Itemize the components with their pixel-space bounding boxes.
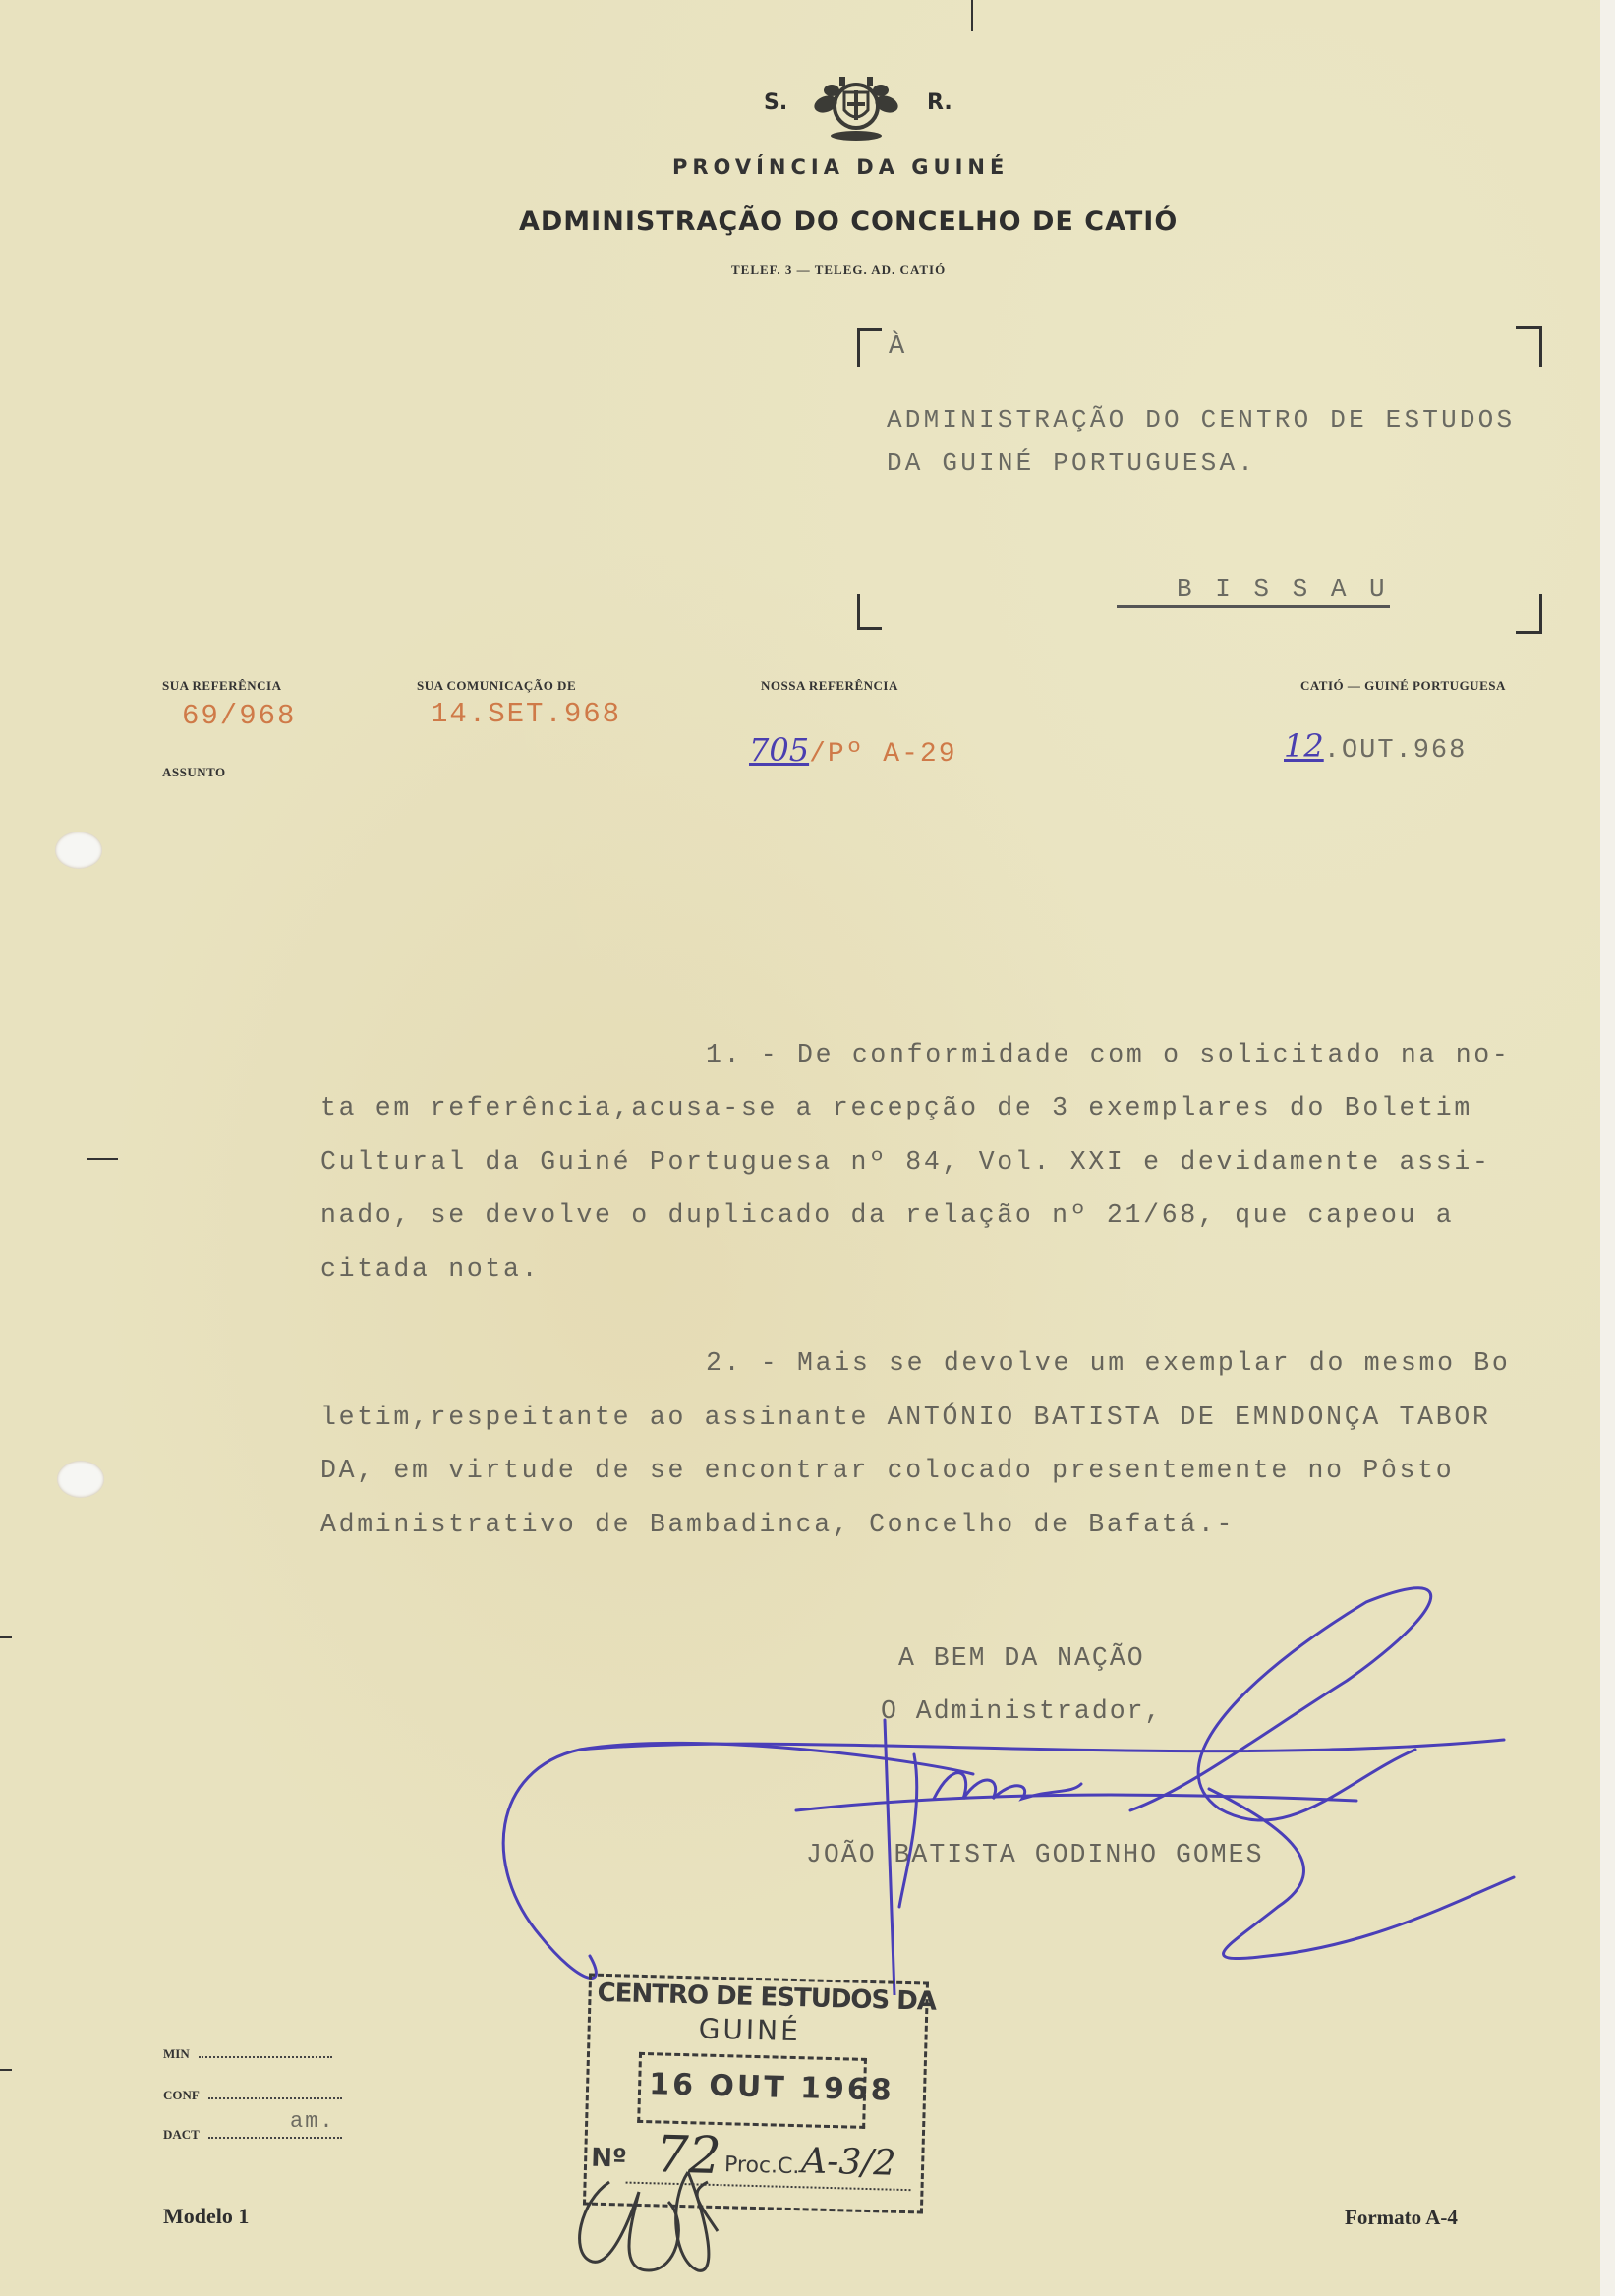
punch-hole-bottom <box>57 1461 104 1498</box>
paragraph-2-line-2: letim,respeitante ao assinante ANTÓNIO BATISTA DE EMNDONÇA TABOR <box>320 1403 1491 1432</box>
punch-hole-top <box>55 832 102 869</box>
your-communication-label: SUA COMUNICAÇÃO DE <box>417 678 577 693</box>
administration-title: ADMINISTRAÇÃO DO CONCELHO DE CATIÓ <box>519 206 1179 237</box>
address-bracket-bottom-right <box>1516 594 1542 634</box>
your-reference-label: SUA REFERÊNCIA <box>162 678 282 693</box>
letterhead-r: R. <box>927 90 952 115</box>
paragraph-1-line-3: Cultural da Guiné Portuguesa nº 84, Vol. XXI e devidamente assi- <box>320 1147 1491 1177</box>
address-bracket-top-left <box>857 328 882 367</box>
date-typed: .OUT.968 <box>1323 736 1468 766</box>
conf-dots <box>208 2097 342 2099</box>
paragraph-1-line-1: 1. - De conformidade com o solicitado na no- <box>706 1040 1511 1069</box>
format-label: Formato A-4 <box>1345 2206 1458 2229</box>
our-reference-label: NOSSA REFERÊNCIA <box>761 678 898 693</box>
stamp-line-2: GUINÉ <box>698 2012 802 2048</box>
fold-mark-left <box>87 1158 118 1160</box>
stamp-line-1: CENTRO DE ESTUDOS DA <box>597 1978 937 2017</box>
top-fold-mark <box>971 0 973 31</box>
contact-line: TELEF. 3 — TELEG. AD. CATIÓ <box>731 262 947 277</box>
edge-mark-left-1 <box>0 1636 12 1638</box>
dact-value: am. <box>290 2109 335 2134</box>
our-reference-value <box>749 731 957 770</box>
paragraph-2-line-1: 2. - Mais se devolve um exemplar do mesmo Bo <box>706 1349 1511 1378</box>
subject-label: ASSUNTO <box>162 765 226 779</box>
recipient-line-2: DA GUINÉ PORTUGUESA. <box>887 448 1257 478</box>
coat-of-arms-icon <box>812 69 900 144</box>
stamp-number-handwritten: 72 <box>655 2125 722 2187</box>
min-label: MIN <box>163 2046 190 2061</box>
province-title: PROVÍNCIA DA GUINÉ <box>672 155 1009 179</box>
stamp-initials-icon <box>570 2162 786 2280</box>
paragraph-1-line-4: nado, se devolve o duplicado da relação nº 21/68, que capeou a <box>320 1200 1455 1230</box>
stamp-proc-label: Proc.C. <box>723 2152 800 2180</box>
address-bracket-bottom-left <box>857 594 882 630</box>
paragraph-2-line-3: DA, em virtude de se encontrar colocado presentemente no Pôsto <box>320 1456 1455 1485</box>
closing-salutation: A BEM DA NAÇÃO <box>898 1643 1145 1673</box>
paragraph-1-line-5: citada nota. <box>320 1254 541 1284</box>
letter-date <box>1284 727 1467 766</box>
stamp-proc-handwritten: A-3/2 <box>800 2141 896 2184</box>
address-bracket-top-right <box>1516 326 1542 367</box>
recipient-line-1: ADMINISTRAÇÃO DO CENTRO DE ESTUDOS <box>887 405 1516 434</box>
min-field <box>163 2046 332 2062</box>
stamp-date: 16 OUT 1968 <box>648 2067 895 2108</box>
recipient-prefix: À <box>889 332 908 362</box>
signatory-name: JOÃO BATISTA GODINHO GOMES <box>806 1840 1264 1869</box>
conf-field <box>163 2088 342 2103</box>
letterhead-s: S. <box>764 90 788 115</box>
conf-label: CONF <box>163 2088 200 2102</box>
handwritten-signature-icon <box>501 1582 1543 1995</box>
your-communication-value: 14.SET.968 <box>431 698 622 730</box>
recipient-city-underline <box>1117 605 1390 608</box>
closing-title: O Administrador, <box>881 1696 1163 1726</box>
paragraph-2-line-4: Administrativo de Bambadinca, Concelho de Bafatá.- <box>320 1510 1236 1539</box>
stamp-number-label: Nº <box>590 2143 628 2174</box>
dact-label: DACT <box>163 2127 200 2142</box>
recipient-city: B I S S A U <box>1177 574 1389 603</box>
min-dots <box>199 2056 332 2058</box>
dact-field <box>163 2127 342 2143</box>
paragraph-1-line-2: ta em referência,acusa-se a recepção de 3 exemplares do Boletim <box>320 1093 1472 1122</box>
place-label: CATIÓ — GUINÉ PORTUGUESA <box>1300 678 1506 693</box>
edge-mark-left-2 <box>0 2069 12 2071</box>
our-reference-typed: /Pº A-29 <box>809 739 957 770</box>
model-label: Modelo 1 <box>163 2204 250 2228</box>
our-reference-handwritten: 705 <box>749 731 810 769</box>
dact-dots <box>208 2137 342 2139</box>
your-reference-value: 69/968 <box>182 700 297 732</box>
date-handwritten-day: 12 <box>1284 727 1324 765</box>
stamp-date-box <box>637 2052 895 2129</box>
